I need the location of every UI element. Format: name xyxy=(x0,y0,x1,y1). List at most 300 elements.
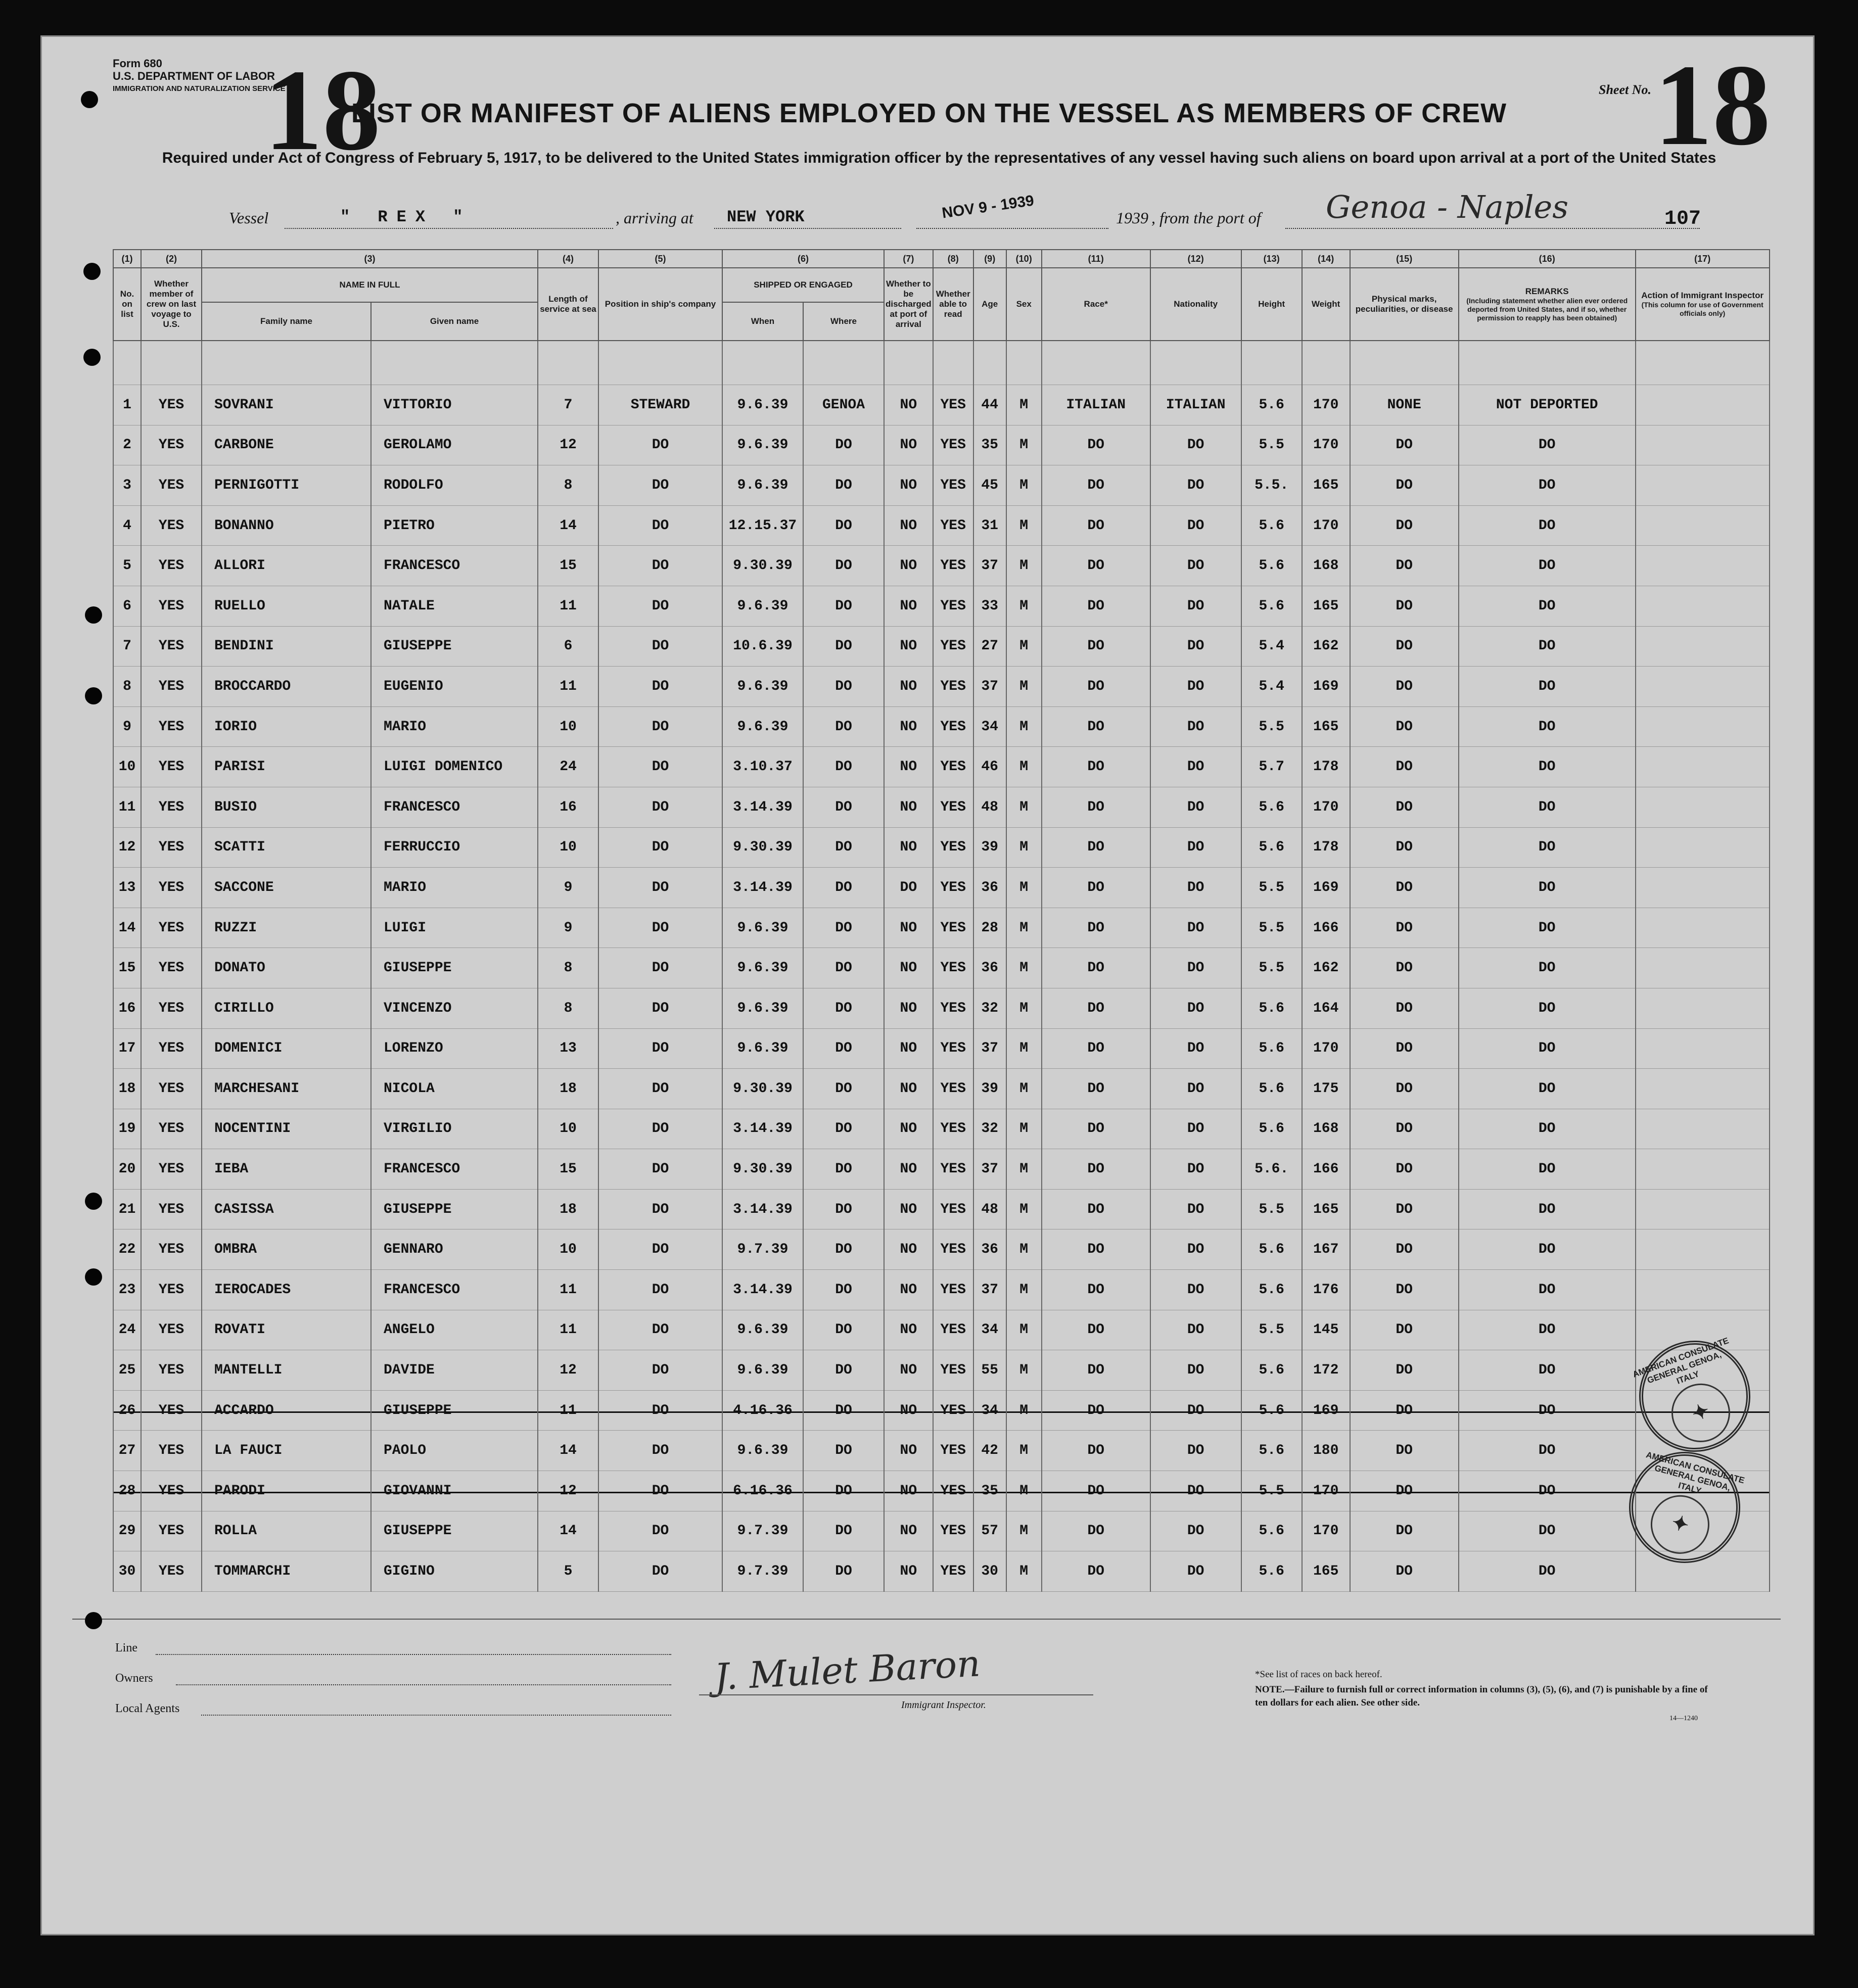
inspector-action-cell xyxy=(1636,385,1770,425)
nationality-cell: DO xyxy=(1150,706,1241,747)
row-number-cell: 14 xyxy=(113,908,141,948)
height-cell: 5.6 xyxy=(1241,1551,1302,1592)
physical-marks-cell: DO xyxy=(1350,1390,1459,1431)
position-cell: DO xyxy=(598,1431,722,1471)
col-2-number: (2) xyxy=(141,250,202,268)
shipped-where-cell: DO xyxy=(803,667,884,707)
punch-hole xyxy=(85,1193,102,1210)
length-of-service-cell: 18 xyxy=(538,1069,598,1109)
length-of-service-cell: 15 xyxy=(538,1149,598,1190)
height-cell: 5.5 xyxy=(1241,425,1302,465)
shipped-when-cell: 9.7.39 xyxy=(722,1229,803,1270)
sex-cell: M xyxy=(1006,747,1042,787)
sex-cell: M xyxy=(1006,827,1042,868)
row-number-cell: 7 xyxy=(113,626,141,667)
discharged-cell: NO xyxy=(884,988,933,1028)
header-given-name: Given name xyxy=(371,302,538,341)
age-cell: 48 xyxy=(973,787,1006,827)
height-cell: 5.4 xyxy=(1241,626,1302,667)
weight-cell: 166 xyxy=(1302,1149,1350,1190)
table-row xyxy=(113,1471,1770,1511)
physical-marks-cell: DO xyxy=(1350,505,1459,546)
line-label: Line xyxy=(115,1641,137,1654)
row-number-cell: 1 xyxy=(113,385,141,425)
length-of-service-cell: 14 xyxy=(538,1431,598,1471)
col-9-number: (9) xyxy=(973,250,1006,268)
col-5-number: (5) xyxy=(598,250,722,268)
age-cell: 35 xyxy=(973,1471,1006,1511)
race-cell: DO xyxy=(1042,546,1150,586)
shipped-where-cell: DO xyxy=(803,586,884,626)
col-3-number: (3) xyxy=(202,250,538,268)
physical-marks-cell: DO xyxy=(1350,1229,1459,1270)
header-family-name: Family name xyxy=(202,302,371,341)
age-cell: 48 xyxy=(973,1189,1006,1229)
race-cell: DO xyxy=(1042,988,1150,1028)
discharged-cell: NO xyxy=(884,465,933,506)
race-cell: DO xyxy=(1042,827,1150,868)
col-17-number: (17) xyxy=(1636,250,1770,268)
physical-marks-cell: DO xyxy=(1350,1471,1459,1511)
inspector-action-cell xyxy=(1636,868,1770,908)
given-name-cell: VITTORIO xyxy=(371,385,538,425)
shipped-where-cell: DO xyxy=(803,868,884,908)
sex-cell: M xyxy=(1006,1028,1042,1069)
nationality-cell: DO xyxy=(1150,1270,1241,1310)
given-name-cell: DAVIDE xyxy=(371,1350,538,1391)
col-7-number: (7) xyxy=(884,250,933,268)
able-to-read-cell: YES xyxy=(933,1390,973,1431)
crew-last-voyage-cell: YES xyxy=(141,787,202,827)
nationality-cell: DO xyxy=(1150,667,1241,707)
row-number-cell: 12 xyxy=(113,827,141,868)
given-name-cell: LUIGI xyxy=(371,908,538,948)
height-cell: 5.5 xyxy=(1241,908,1302,948)
height-cell: 5.5 xyxy=(1241,868,1302,908)
sex-cell: M xyxy=(1006,586,1042,626)
row-number-cell: 3 xyxy=(113,465,141,506)
form-subtitle: Required under Act of Congress of February 5, 1917, to be delivered to the United States immigration officer by the representatives of any vessel having such aliens on board upon arrival at a port of the United States xyxy=(162,150,1716,166)
header-weight: Weight xyxy=(1302,268,1350,341)
discharged-cell: NO xyxy=(884,787,933,827)
able-to-read-cell: YES xyxy=(933,1149,973,1190)
length-of-service-cell: 14 xyxy=(538,505,598,546)
remarks-cell: DO xyxy=(1459,1350,1636,1391)
form-code: 14—1240 xyxy=(1669,1715,1698,1722)
physical-marks-cell: DO xyxy=(1350,827,1459,868)
shipped-when-cell: 6.16.36 xyxy=(722,1471,803,1511)
col-10-number: (10) xyxy=(1006,250,1042,268)
col-13-number: (13) xyxy=(1241,250,1302,268)
sex-cell: M xyxy=(1006,425,1042,465)
header-height: Height xyxy=(1241,268,1302,341)
length-of-service-cell: 11 xyxy=(538,1270,598,1310)
position-cell: DO xyxy=(598,827,722,868)
shipped-when-cell: 9.6.39 xyxy=(722,586,803,626)
able-to-read-cell: YES xyxy=(933,505,973,546)
physical-marks-cell: DO xyxy=(1350,1069,1459,1109)
able-to-read-cell: YES xyxy=(933,827,973,868)
length-of-service-cell: 10 xyxy=(538,1229,598,1270)
shipped-when-cell: 3.14.39 xyxy=(722,868,803,908)
remarks-cell: DO xyxy=(1459,1390,1636,1431)
row-number-cell: 6 xyxy=(113,586,141,626)
eagle-icon: ✦ xyxy=(1644,1488,1716,1560)
age-cell: 32 xyxy=(973,1109,1006,1149)
nationality-cell: DO xyxy=(1150,425,1241,465)
nationality-cell: DO xyxy=(1150,465,1241,506)
shipped-when-cell: 9.6.39 xyxy=(722,425,803,465)
shipped-where-cell: DO xyxy=(803,626,884,667)
remarks-cell: DO xyxy=(1459,706,1636,747)
race-cell: DO xyxy=(1042,425,1150,465)
sex-cell: M xyxy=(1006,1431,1042,1471)
weight-cell: 176 xyxy=(1302,1270,1350,1310)
punch-hole xyxy=(85,606,102,624)
discharged-cell: NO xyxy=(884,626,933,667)
col-4-number: (4) xyxy=(538,250,598,268)
given-name-cell: GENNARO xyxy=(371,1229,538,1270)
family-name-cell: ROVATI xyxy=(202,1310,371,1350)
height-cell: 5.5 xyxy=(1241,706,1302,747)
physical-marks-cell: DO xyxy=(1350,1551,1459,1592)
nationality-cell: DO xyxy=(1150,868,1241,908)
crew-last-voyage-cell: YES xyxy=(141,1028,202,1069)
sex-cell: M xyxy=(1006,1109,1042,1149)
inspector-action-cell xyxy=(1636,505,1770,546)
shipped-when-cell: 4.16.36 xyxy=(722,1390,803,1431)
header-sex: Sex xyxy=(1006,268,1042,341)
race-cell: DO xyxy=(1042,1149,1150,1190)
age-cell: 35 xyxy=(973,425,1006,465)
able-to-read-cell: YES xyxy=(933,1109,973,1149)
discharged-cell: NO xyxy=(884,747,933,787)
inspector-action-cell xyxy=(1636,747,1770,787)
position-cell: DO xyxy=(598,546,722,586)
family-name-cell: CASISSA xyxy=(202,1189,371,1229)
physical-marks-cell: DO xyxy=(1350,706,1459,747)
table-row xyxy=(113,626,1770,667)
row-number-cell: 17 xyxy=(113,1028,141,1069)
given-name-cell: GIGINO xyxy=(371,1551,538,1592)
age-cell: 44 xyxy=(973,385,1006,425)
discharged-cell: NO xyxy=(884,1310,933,1350)
length-of-service-cell: 10 xyxy=(538,706,598,747)
crew-last-voyage-cell: YES xyxy=(141,1229,202,1270)
family-name-cell: SCATTI xyxy=(202,827,371,868)
nationality-cell: DO xyxy=(1150,787,1241,827)
table-row xyxy=(113,1069,1770,1109)
given-name-cell: GIUSEPPE xyxy=(371,948,538,988)
sex-cell: M xyxy=(1006,667,1042,707)
shipped-when-cell: 3.10.37 xyxy=(722,747,803,787)
height-cell: 5.5. xyxy=(1241,465,1302,506)
family-name-cell: SOVRANI xyxy=(202,385,371,425)
inspector-action-cell xyxy=(1636,546,1770,586)
shipped-when-cell: 3.14.39 xyxy=(722,787,803,827)
length-of-service-cell: 24 xyxy=(538,747,598,787)
able-to-read-cell: YES xyxy=(933,948,973,988)
age-cell: 37 xyxy=(973,667,1006,707)
vessel-label: Vessel xyxy=(229,209,269,227)
inspector-action-cell xyxy=(1636,425,1770,465)
header-age: Age xyxy=(973,268,1006,341)
able-to-read-cell: YES xyxy=(933,1189,973,1229)
physical-marks-cell: DO xyxy=(1350,586,1459,626)
header-no-on-list: No. on list xyxy=(113,268,141,341)
position-cell: STEWARD xyxy=(598,385,722,425)
age-cell: 34 xyxy=(973,1390,1006,1431)
race-cell: DO xyxy=(1042,1189,1150,1229)
length-of-service-cell: 11 xyxy=(538,1310,598,1350)
position-cell: DO xyxy=(598,626,722,667)
inspector-action-cell xyxy=(1636,586,1770,626)
family-name-cell: ACCARDO xyxy=(202,1390,371,1431)
header-shipped-where: Where xyxy=(803,302,884,341)
signature-line xyxy=(699,1694,1093,1695)
nationality-cell: DO xyxy=(1150,1390,1241,1431)
discharged-cell: NO xyxy=(884,1149,933,1190)
position-cell: DO xyxy=(598,1350,722,1391)
sex-cell: M xyxy=(1006,706,1042,747)
given-name-cell: RODOLFO xyxy=(371,465,538,506)
remarks-cell: DO xyxy=(1459,868,1636,908)
physical-marks-cell: DO xyxy=(1350,1350,1459,1391)
table-row xyxy=(113,988,1770,1028)
age-cell: 33 xyxy=(973,586,1006,626)
family-name-cell: BROCCARDO xyxy=(202,667,371,707)
sex-cell: M xyxy=(1006,948,1042,988)
family-name-cell: BONANNO xyxy=(202,505,371,546)
remarks-cell: DO xyxy=(1459,1551,1636,1592)
race-cell: DO xyxy=(1042,1310,1150,1350)
sex-cell: M xyxy=(1006,1350,1042,1391)
age-cell: 42 xyxy=(973,1431,1006,1471)
crew-last-voyage-cell: YES xyxy=(141,626,202,667)
nationality-cell: DO xyxy=(1150,1551,1241,1592)
punch-hole xyxy=(83,349,101,366)
shipped-when-cell: 9.6.39 xyxy=(722,948,803,988)
physical-marks-cell: DO xyxy=(1350,425,1459,465)
table-row xyxy=(113,1390,1770,1431)
col-6-number: (6) xyxy=(722,250,884,268)
physical-marks-cell: DO xyxy=(1350,1511,1459,1551)
family-name-cell: SACCONE xyxy=(202,868,371,908)
crew-rows xyxy=(113,341,1770,1591)
remarks-cell: DO xyxy=(1459,626,1636,667)
crew-last-voyage-cell: YES xyxy=(141,868,202,908)
row-number-cell: 21 xyxy=(113,1189,141,1229)
crew-last-voyage-cell: YES xyxy=(141,988,202,1028)
discharged-cell: NO xyxy=(884,586,933,626)
age-cell: 34 xyxy=(973,1310,1006,1350)
inspector-action-cell xyxy=(1636,988,1770,1028)
physical-marks-cell: DO xyxy=(1350,747,1459,787)
weight-cell: 169 xyxy=(1302,1390,1350,1431)
header-position: Position in ship's company xyxy=(598,268,722,341)
race-cell: DO xyxy=(1042,1069,1150,1109)
crew-last-voyage-cell: YES xyxy=(141,1350,202,1391)
age-cell: 27 xyxy=(973,626,1006,667)
shipped-where-cell: DO xyxy=(803,1109,884,1149)
remarks-cell: DO xyxy=(1459,425,1636,465)
remarks-cell: DO xyxy=(1459,1069,1636,1109)
table-row xyxy=(113,868,1770,908)
race-cell: DO xyxy=(1042,1471,1150,1511)
vessel-name: " REX " xyxy=(340,208,472,226)
shipped-when-cell: 3.14.39 xyxy=(722,1109,803,1149)
sex-cell: M xyxy=(1006,465,1042,506)
inspector-action-cell xyxy=(1636,626,1770,667)
nationality-cell: DO xyxy=(1150,1471,1241,1511)
race-cell: DO xyxy=(1042,1551,1150,1592)
inspector-action-cell xyxy=(1636,667,1770,707)
family-name-cell: DONATO xyxy=(202,948,371,988)
given-name-cell: GEROLAMO xyxy=(371,425,538,465)
remarks-cell: NOT DEPORTED xyxy=(1459,385,1636,425)
given-name-cell: PAOLO xyxy=(371,1431,538,1471)
able-to-read-cell: YES xyxy=(933,465,973,506)
table-row xyxy=(113,1310,1770,1350)
col-15-number: (15) xyxy=(1350,250,1459,268)
table-row xyxy=(113,787,1770,827)
sex-cell: M xyxy=(1006,1189,1042,1229)
position-cell: DO xyxy=(598,505,722,546)
owners-label: Owners xyxy=(115,1672,153,1685)
position-cell: DO xyxy=(598,1069,722,1109)
discharged-cell: NO xyxy=(884,1229,933,1270)
shipped-when-cell: 9.6.39 xyxy=(722,1431,803,1471)
age-cell: 36 xyxy=(973,1229,1006,1270)
weight-cell: 170 xyxy=(1302,1028,1350,1069)
race-cell: DO xyxy=(1042,908,1150,948)
able-to-read-cell: YES xyxy=(933,1310,973,1350)
shipped-where-cell: DO xyxy=(803,908,884,948)
shipped-when-cell: 9.7.39 xyxy=(722,1511,803,1551)
height-cell: 5.6 xyxy=(1241,586,1302,626)
position-cell: DO xyxy=(598,948,722,988)
department-name: U.S. DEPARTMENT OF LABOR xyxy=(113,70,275,82)
race-cell: DO xyxy=(1042,1229,1150,1270)
family-name-cell: PERNIGOTTI xyxy=(202,465,371,506)
length-of-service-cell: 12 xyxy=(538,425,598,465)
remarks-cell: DO xyxy=(1459,667,1636,707)
position-cell: DO xyxy=(598,1229,722,1270)
position-cell: DO xyxy=(598,1109,722,1149)
given-name-cell: FERRUCCIO xyxy=(371,827,538,868)
remarks-cell: DO xyxy=(1459,1310,1636,1350)
family-name-cell: ROLLA xyxy=(202,1511,371,1551)
weight-cell: 175 xyxy=(1302,1069,1350,1109)
inspector-action-title: Action of Immigrant Inspector xyxy=(1641,291,1764,300)
able-to-read-cell: YES xyxy=(933,1350,973,1391)
shipped-where-cell: DO xyxy=(803,1069,884,1109)
able-to-read-cell: YES xyxy=(933,1431,973,1471)
col-12-number: (12) xyxy=(1150,250,1241,268)
race-cell: ITALIAN xyxy=(1042,385,1150,425)
able-to-read-cell: YES xyxy=(933,546,973,586)
physical-marks-cell: DO xyxy=(1350,465,1459,506)
col-16-number: (16) xyxy=(1459,250,1636,268)
position-cell: DO xyxy=(598,1551,722,1592)
shipped-where-cell: DO xyxy=(803,1270,884,1310)
weight-cell: 180 xyxy=(1302,1431,1350,1471)
age-cell: 32 xyxy=(973,988,1006,1028)
discharged-cell: NO xyxy=(884,1350,933,1391)
able-to-read-cell: YES xyxy=(933,706,973,747)
height-cell: 5.5 xyxy=(1241,1310,1302,1350)
nationality-cell: DO xyxy=(1150,1350,1241,1391)
height-cell: 5.6 xyxy=(1241,1109,1302,1149)
inspector-action-cell xyxy=(1636,948,1770,988)
age-cell: 31 xyxy=(973,505,1006,546)
position-cell: DO xyxy=(598,747,722,787)
length-of-service-cell: 12 xyxy=(538,1350,598,1391)
inspector-action-cell xyxy=(1636,827,1770,868)
remarks-cell: DO xyxy=(1459,1189,1636,1229)
row-number-cell: 9 xyxy=(113,706,141,747)
able-to-read-cell: YES xyxy=(933,667,973,707)
weight-cell: 170 xyxy=(1302,1511,1350,1551)
race-cell: DO xyxy=(1042,706,1150,747)
given-name-cell: MARIO xyxy=(371,868,538,908)
physical-marks-cell: DO xyxy=(1350,908,1459,948)
table-row xyxy=(113,1551,1770,1592)
discharged-cell: NO xyxy=(884,1551,933,1592)
crew-last-voyage-cell: YES xyxy=(141,1471,202,1511)
crew-last-voyage-cell: YES xyxy=(141,948,202,988)
shipped-where-cell: DO xyxy=(803,787,884,827)
age-cell: 36 xyxy=(973,948,1006,988)
shipped-when-cell: 9.6.39 xyxy=(722,667,803,707)
weight-cell: 172 xyxy=(1302,1350,1350,1391)
crew-last-voyage-cell: YES xyxy=(141,586,202,626)
owners-field xyxy=(176,1684,671,1685)
shipped-when-cell: 9.6.39 xyxy=(722,1350,803,1391)
family-name-cell: ALLORI xyxy=(202,546,371,586)
remarks-cell: DO xyxy=(1459,787,1636,827)
age-cell: 37 xyxy=(973,1270,1006,1310)
position-cell: DO xyxy=(598,1511,722,1551)
arrival-port: NEW YORK xyxy=(727,208,805,226)
remarks-cell: DO xyxy=(1459,465,1636,506)
able-to-read-cell: YES xyxy=(933,1028,973,1069)
consulate-seal-text: AMERICAN CONSULATE GENERAL GENOA, ITALY xyxy=(1631,1335,1730,1386)
row-number-cell: 28 xyxy=(113,1471,141,1511)
physical-marks-cell: DO xyxy=(1350,667,1459,707)
nationality-cell: DO xyxy=(1150,546,1241,586)
physical-marks-cell: DO xyxy=(1350,1149,1459,1190)
age-cell: 34 xyxy=(973,706,1006,747)
shipped-when-cell: 9.7.39 xyxy=(722,1551,803,1592)
col-8-number: (8) xyxy=(933,250,973,268)
sex-cell: M xyxy=(1006,1069,1042,1109)
given-name-cell: GIUSEPPE xyxy=(371,626,538,667)
sex-cell: M xyxy=(1006,908,1042,948)
sex-cell: M xyxy=(1006,385,1042,425)
able-to-read-cell: YES xyxy=(933,586,973,626)
nationality-cell: DO xyxy=(1150,505,1241,546)
col-1-number: (1) xyxy=(113,250,141,268)
header-remarks xyxy=(1459,268,1636,341)
position-cell: DO xyxy=(598,586,722,626)
inspector-label: Immigrant Inspector. xyxy=(901,1699,986,1711)
remarks-cell: DO xyxy=(1459,1511,1636,1551)
discharged-cell: NO xyxy=(884,1270,933,1310)
weight-cell: 178 xyxy=(1302,747,1350,787)
length-of-service-cell: 15 xyxy=(538,546,598,586)
punch-hole xyxy=(81,91,98,108)
